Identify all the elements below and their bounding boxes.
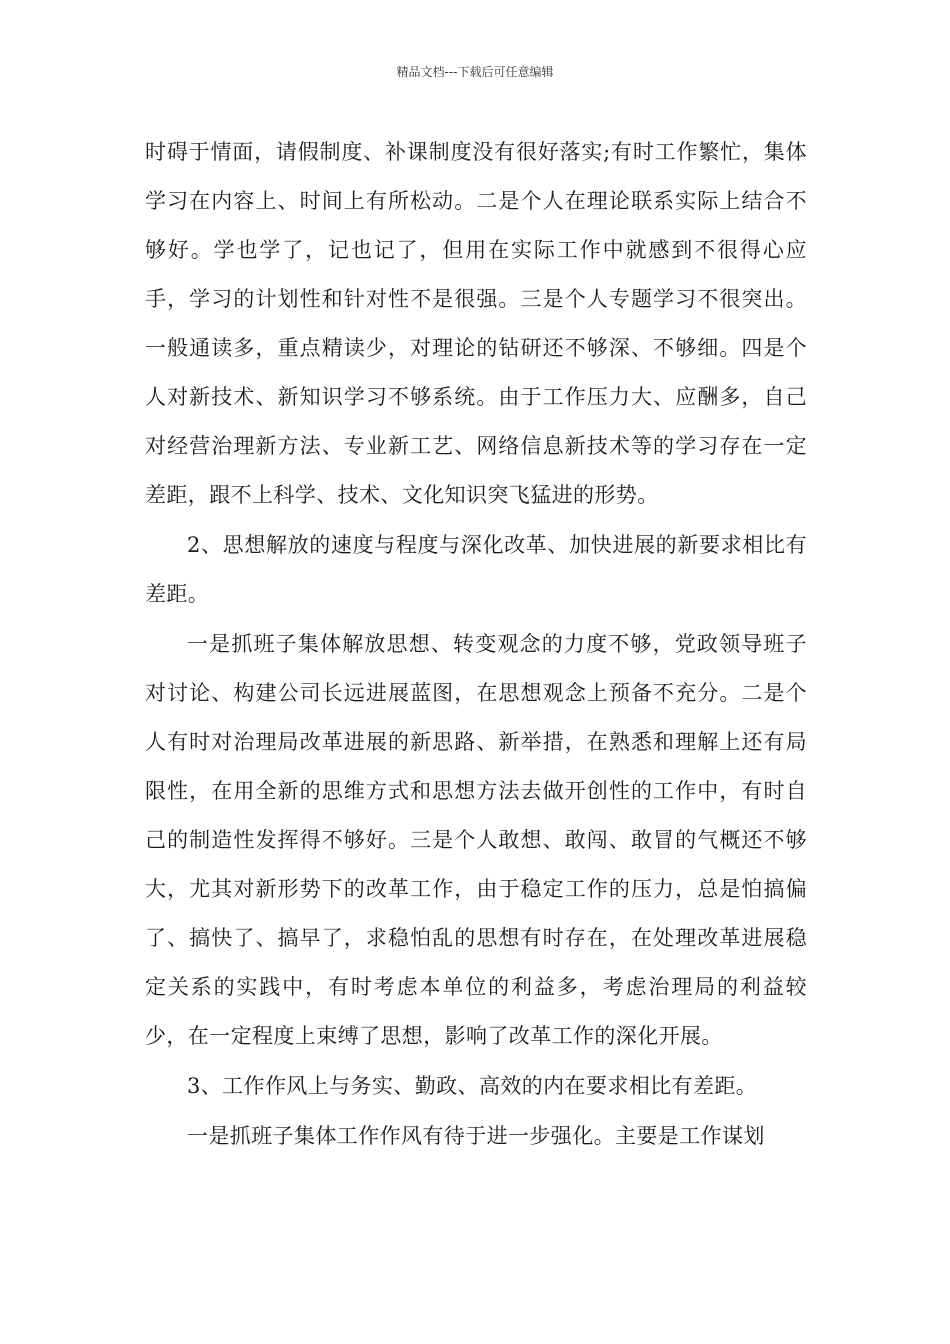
- paragraph-body-3: 一是抓班子集体工作作风有待于进一步强化。主要是工作谋划: [187, 1124, 765, 1148]
- paragraph-heading-2: 2、思想解放的速度与程度与深化改革、加快进展的新要求相比有差距。: [145, 533, 807, 606]
- paragraph-heading-3: 3、工作作风上与务实、勤政、高效的内在要求相比有差距。: [187, 1074, 758, 1098]
- page-header: 精品文档---下载后可任意编辑: [396, 65, 554, 79]
- document-body: [145, 128, 807, 1161]
- paragraph-continuation: 时碍于情面，请假制度、补课制度没有很好落实;有时工作繁忙，集体学习在内容上、时间上有所松动。二是个人在理论联系实际上结合不够好。学也学了，记也记了，但用在实际工作中就感到不很得心应手，学习的计划性和针对性不是很强。三是个人专题学习不很突出。一般通读多，重点精读少，对理论的钻研还不够深、不够细。四是个人对新技术、新知识学习不够系统。由于工作压力大、应酬多，自己对经营治理新方法、专业新工艺、网络信息新技术等的学习存在一定差距，跟不上科学、技术、文化知识突飞猛进的形势。: [145, 140, 807, 507]
- paragraph-body-2: 一是抓班子集体解放思想、转变观念的力度不够，党政领导班子对讨论、构建公司长远进展蓝图，在思想观念上预备不充分。二是个人有时对治理局改革进展的新思路、新举措，在熟悉和理解上还有局限性，在用全新的思维方式和思想方法去做开创性的工作中，有时自己的制造性发挥得不够好。三是个人敢想、敢闯、敢冒的气概还不够大，尤其对新形势下的改革工作，由于稳定工作的压力，总是怕搞偏了、搞快了、搞早了，求稳怕乱的思想有时存在，在处理改革进展稳定关系的实践中，有时考虑本单位的利益多，考虑治理局的利益较少，在一定程度上束缚了思想，影响了改革工作的深化开展。: [145, 632, 807, 1048]
